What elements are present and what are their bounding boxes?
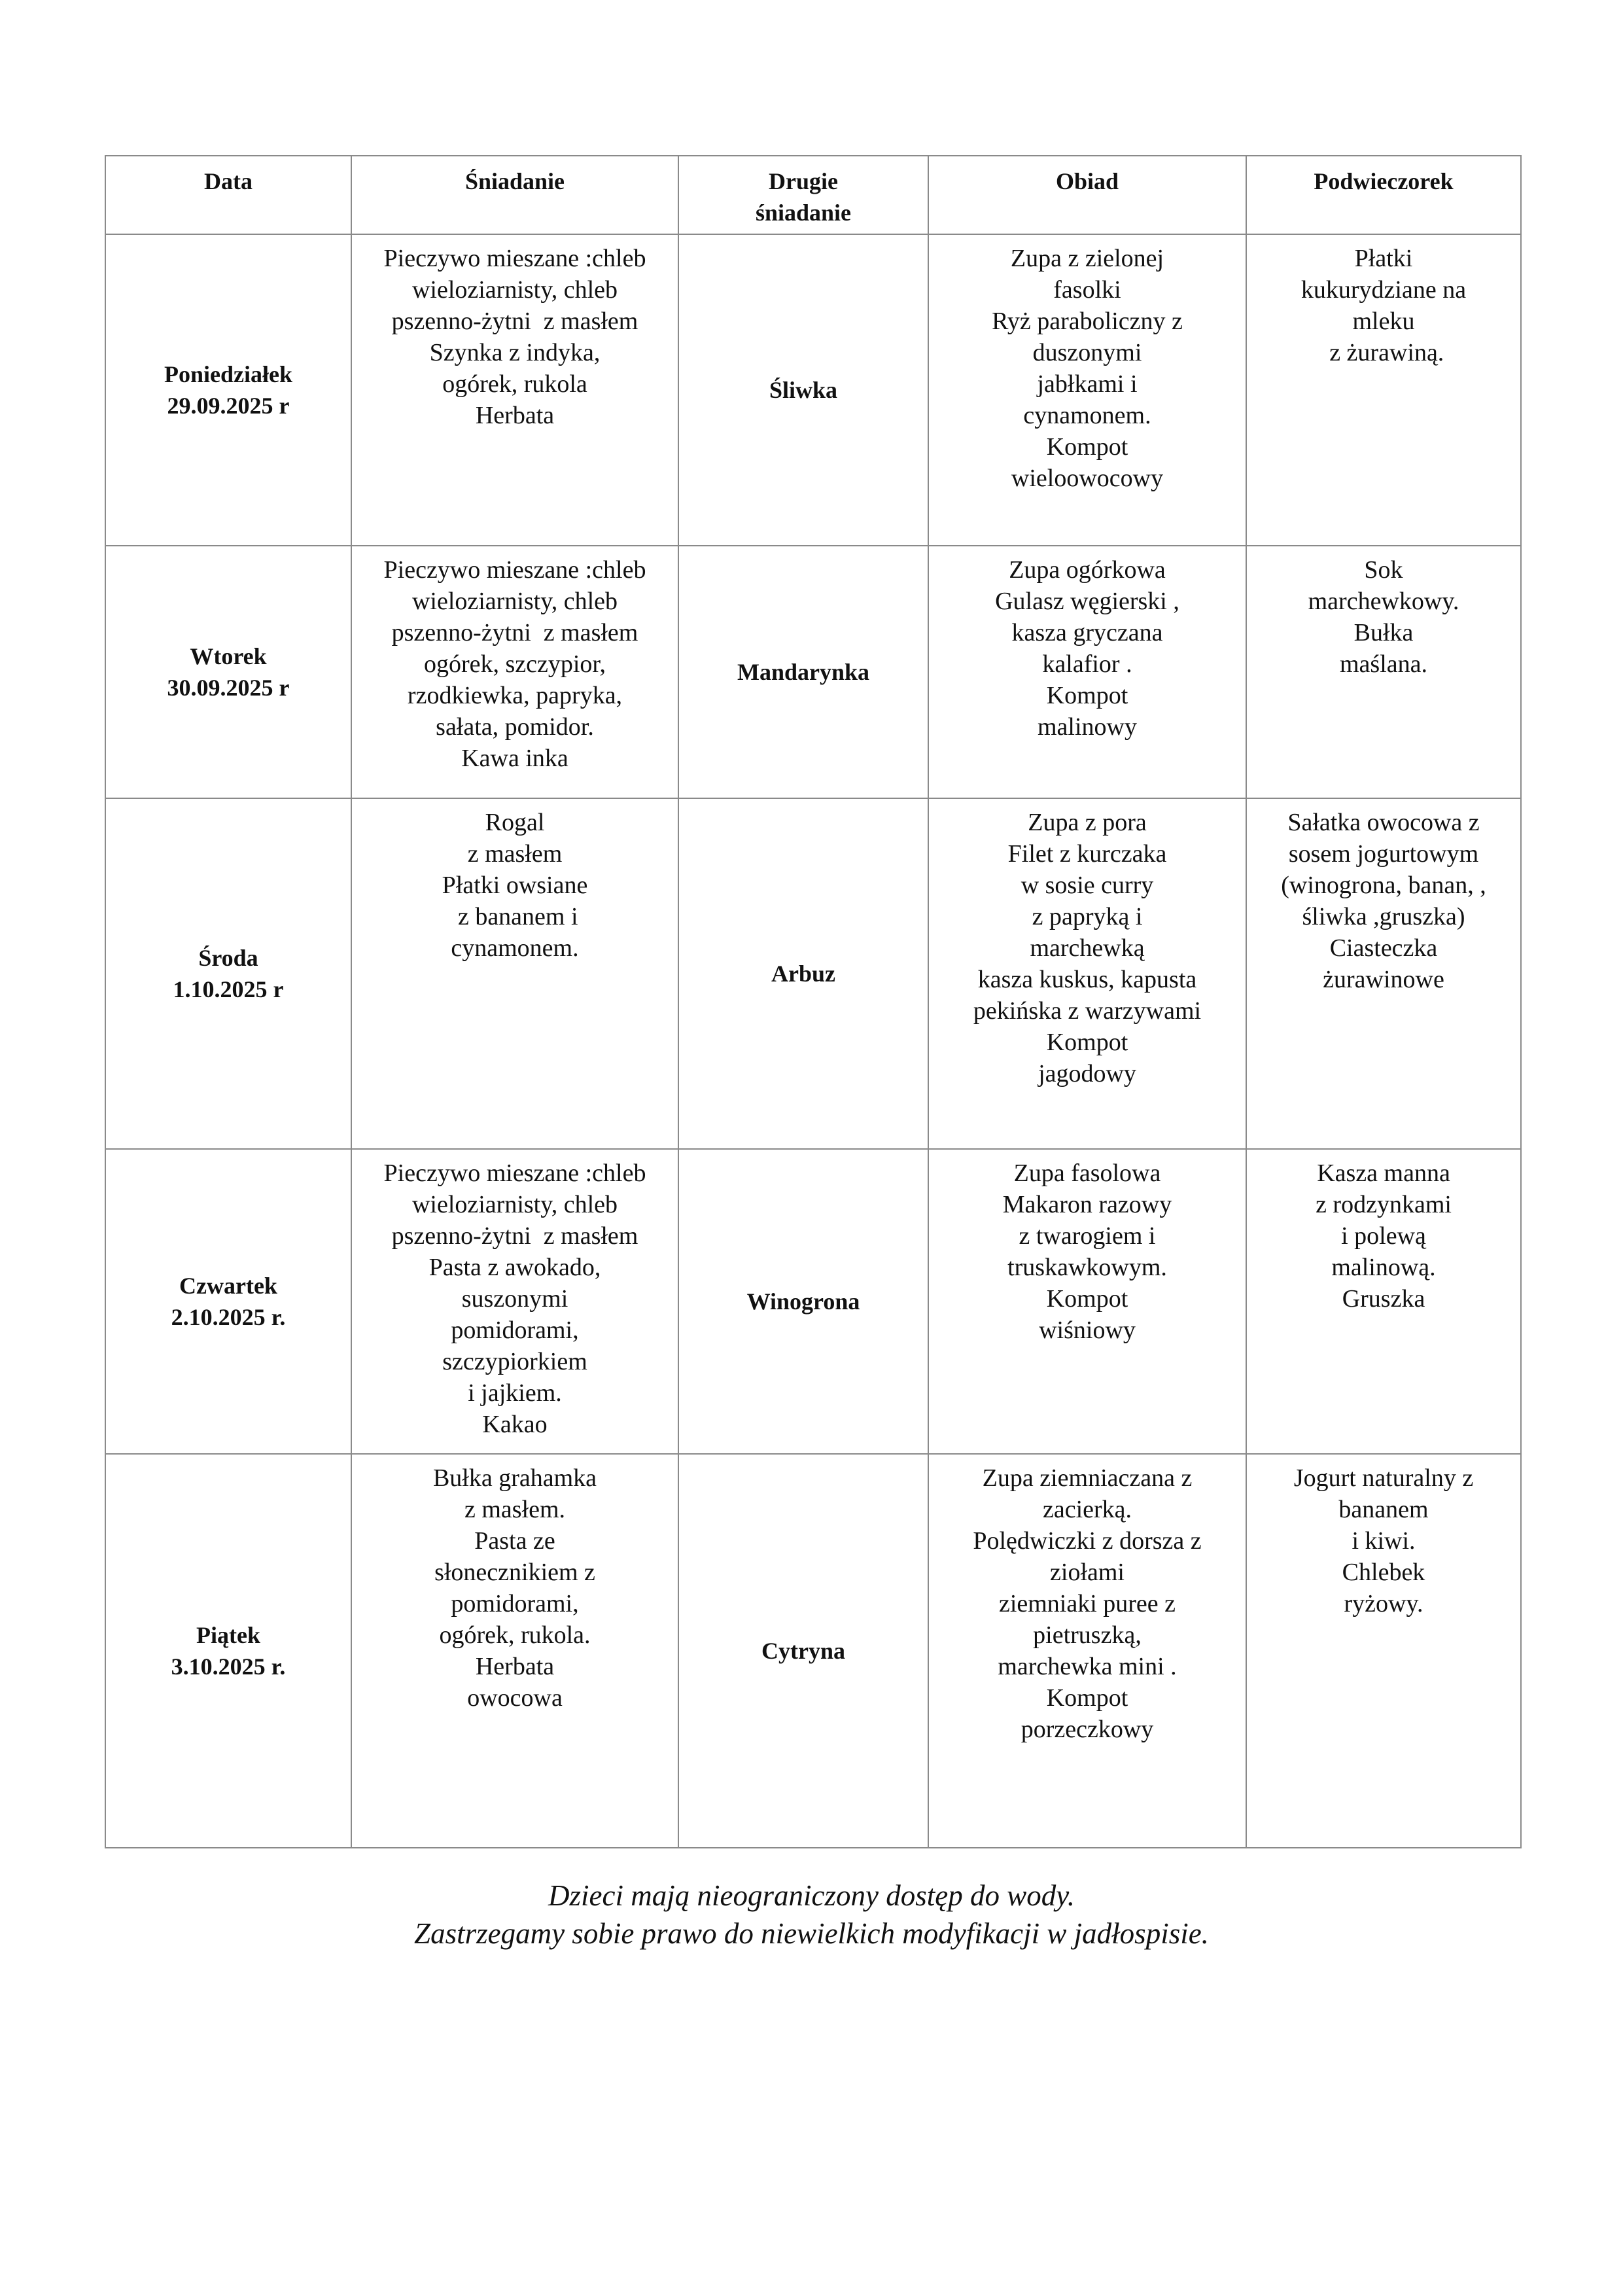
lunch-line: cynamonem.	[1023, 402, 1151, 429]
lunch-line: kasza gryczana	[1011, 619, 1163, 646]
snack-line: żurawinowe	[1323, 966, 1444, 993]
menu-day-row	[105, 546, 1521, 798]
lunch-line: truskawkowym.	[1007, 1254, 1167, 1281]
day-cell	[105, 798, 351, 1149]
snack-cell	[1246, 546, 1521, 798]
header-lunch-label: Obiad	[1055, 168, 1119, 194]
header-second-breakfast-line: śniadanie	[755, 200, 852, 226]
snack-cell	[1246, 234, 1521, 546]
menu-day-row	[105, 234, 1521, 546]
snack-cell	[1246, 798, 1521, 1149]
header-snack	[1246, 156, 1521, 234]
lunch-line: pekińska z warzywami	[973, 997, 1202, 1025]
second-breakfast-cell	[678, 1454, 928, 1848]
snack-line: Płatki	[1354, 245, 1413, 272]
lunch-line: Kompot	[1046, 1029, 1128, 1056]
second-breakfast-cell	[678, 546, 928, 798]
snack-line: Ciasteczka	[1329, 934, 1438, 962]
lunch-line: marchewką	[1030, 934, 1145, 962]
menu-day-row	[105, 798, 1521, 1149]
lunch-line: Zupa z pora	[1028, 809, 1147, 836]
menu-day-row	[105, 1454, 1521, 1848]
snack-line: Kasza manna	[1317, 1159, 1450, 1187]
second-breakfast-item: Winogrona	[746, 1288, 860, 1315]
header-second-breakfast-line: Drugie	[769, 168, 838, 194]
breakfast-line: ogórek, rukola.	[439, 1621, 591, 1649]
lunch-cell	[928, 1454, 1246, 1848]
lunch-line: fasolki	[1053, 276, 1121, 304]
second-breakfast-item: Mandarynka	[737, 659, 870, 685]
breakfast-line: pszenno-żytni z masłem	[391, 619, 638, 646]
day-cell	[105, 234, 351, 546]
breakfast-line: Kakao	[482, 1411, 548, 1438]
second-breakfast-item: Cytryna	[761, 1638, 845, 1664]
header-snack-label: Podwieczorek	[1314, 168, 1454, 194]
breakfast-cell	[351, 798, 678, 1149]
breakfast-line: pomidorami,	[451, 1316, 579, 1344]
day-cell	[105, 1149, 351, 1454]
breakfast-line: Pieczywo mieszane :chleb	[383, 245, 646, 272]
breakfast-line: Pasta ze	[474, 1527, 555, 1555]
breakfast-line: Herbata	[475, 1653, 555, 1680]
second-breakfast-item: Arbuz	[771, 961, 835, 987]
lunch-line: Kompot	[1046, 682, 1128, 709]
lunch-line: kasza kuskus, kapusta	[977, 966, 1197, 993]
lunch-line: Kompot	[1046, 1285, 1128, 1313]
breakfast-line: Bułka grahamka	[432, 1464, 597, 1492]
day-name: Wtorek	[190, 643, 267, 669]
footer-water-note: Dzieci mają nieograniczony dostęp do wody.	[548, 1879, 1075, 1912]
day-date: 30.09.2025 r	[167, 675, 290, 701]
snack-line: Chlebek	[1342, 1559, 1425, 1586]
breakfast-line: sałata, pomidor.	[436, 713, 594, 741]
breakfast-line: wieloziarnisty, chleb	[411, 276, 618, 304]
lunch-line: Zupa fasolowa	[1013, 1159, 1161, 1187]
lunch-line: malinowy	[1038, 713, 1137, 741]
lunch-line: duszonymi	[1032, 339, 1142, 366]
breakfast-line: Pieczywo mieszane :chleb	[383, 556, 646, 584]
header-row	[105, 156, 1521, 234]
breakfast-line: wieloziarnisty, chleb	[411, 588, 618, 615]
snack-line: Jogurt naturalny z	[1293, 1464, 1474, 1492]
snack-line: kukurydziane na	[1300, 276, 1467, 304]
lunch-cell	[928, 798, 1246, 1149]
lunch-line: Zupa ziemniaczana z	[982, 1464, 1193, 1492]
lunch-line: Zupa ogórkowa	[1009, 556, 1166, 584]
day-date: 2.10.2025 r.	[171, 1304, 286, 1330]
snack-cell	[1246, 1454, 1521, 1848]
menu-body	[105, 234, 1521, 1848]
snack-cell	[1246, 1149, 1521, 1454]
snack-line: i polewą	[1341, 1222, 1426, 1250]
breakfast-cell	[351, 546, 678, 798]
lunch-line: zacierką.	[1042, 1496, 1132, 1523]
lunch-line: Polędwiczki z dorsza z	[973, 1527, 1202, 1555]
lunch-line: z papryką i	[1032, 903, 1143, 930]
header-data	[105, 156, 351, 234]
breakfast-line: z masłem	[467, 840, 563, 868]
lunch-line: Ryż paraboliczny z	[992, 308, 1183, 335]
lunch-cell	[928, 234, 1246, 546]
second-breakfast-cell	[678, 1149, 928, 1454]
lunch-line: Kompot	[1046, 433, 1128, 461]
day-date: 29.09.2025 r	[167, 393, 290, 419]
second-breakfast-cell	[678, 234, 928, 546]
lunch-line: jagodowy	[1038, 1060, 1136, 1087]
breakfast-line: ogórek, szczypior,	[423, 650, 606, 678]
day-cell	[105, 1454, 351, 1848]
lunch-line: kalafior .	[1042, 650, 1132, 678]
header-data-label: Data	[204, 168, 253, 194]
menu-day-row	[105, 1149, 1521, 1454]
breakfast-line: suszonymi	[461, 1285, 568, 1313]
lunch-line: ziołami	[1050, 1559, 1125, 1586]
breakfast-line: Szynka z indyka,	[429, 339, 601, 366]
breakfast-cell	[351, 234, 678, 546]
snack-line: Gruszka	[1342, 1285, 1425, 1313]
snack-line: maślana.	[1339, 650, 1427, 678]
day-date: 3.10.2025 r.	[171, 1653, 286, 1680]
breakfast-line: ogórek, rukola	[442, 370, 587, 398]
snack-line: bananem	[1338, 1496, 1429, 1523]
snack-line: ryżowy.	[1344, 1590, 1423, 1617]
lunch-line: porzeczkowy	[1021, 1716, 1154, 1743]
breakfast-line: Płatki owsiane	[442, 872, 588, 899]
header-breakfast-label: Śniadanie	[464, 168, 565, 194]
breakfast-line: rzodkiewka, papryka,	[407, 682, 623, 709]
breakfast-line: słonecznikiem z	[434, 1559, 595, 1586]
day-name: Środa	[198, 945, 258, 971]
footer-note	[0, 1877, 1623, 1952]
day-name: Piątek	[196, 1622, 260, 1648]
lunch-line: wieloowocowy	[1011, 465, 1164, 492]
breakfast-cell	[351, 1454, 678, 1848]
snack-line: i kiwi.	[1352, 1527, 1416, 1555]
breakfast-line: Pieczywo mieszane :chleb	[383, 1159, 646, 1187]
breakfast-line: pszenno-żytni z masłem	[391, 1222, 638, 1250]
snack-line: malinową.	[1331, 1254, 1436, 1281]
snack-line: Sok	[1364, 556, 1403, 584]
lunch-line: Filet z kurczaka	[1007, 840, 1167, 868]
breakfast-line: Pasta z awokado,	[428, 1254, 601, 1281]
lunch-line: wiśniowy	[1039, 1316, 1136, 1344]
lunch-line: w sosie curry	[1021, 872, 1154, 899]
breakfast-cell	[351, 1149, 678, 1454]
breakfast-line: owocowa	[467, 1684, 563, 1712]
second-breakfast-item: Śliwka	[769, 377, 838, 403]
day-cell	[105, 546, 351, 798]
header-breakfast	[351, 156, 678, 234]
breakfast-line: wieloziarnisty, chleb	[411, 1191, 618, 1218]
snack-line: z rodzynkami	[1316, 1191, 1452, 1218]
day-name: Czwartek	[179, 1273, 277, 1299]
breakfast-line: cynamonem.	[451, 934, 579, 962]
breakfast-line: i jajkiem.	[468, 1379, 562, 1407]
breakfast-line: pszenno-żytni z masłem	[391, 308, 638, 335]
second-breakfast-cell	[678, 798, 928, 1149]
header-lunch	[928, 156, 1246, 234]
header-second-breakfast	[678, 156, 928, 234]
lunch-line: marchewka mini .	[998, 1653, 1177, 1680]
day-date: 1.10.2025 r	[173, 976, 284, 1002]
lunch-line: Zupa z zielonej	[1010, 245, 1164, 272]
snack-line: Sałatka owocowa z	[1287, 809, 1480, 836]
day-name: Poniedziałek	[164, 361, 292, 387]
lunch-line: ziemniaki puree z	[998, 1590, 1176, 1617]
lunch-cell	[928, 1149, 1246, 1454]
footer-modification-note: Zastrzegamy sobie prawo do niewielkich modyfikacji w jadłospisie.	[414, 1917, 1209, 1950]
lunch-line: Makaron razowy	[1002, 1191, 1172, 1218]
breakfast-line: szczypiorkiem	[442, 1348, 587, 1375]
snack-line: z żurawiną.	[1323, 339, 1444, 366]
breakfast-line: z bananem i	[451, 903, 578, 930]
breakfast-line: Herbata	[475, 402, 555, 429]
menu-table	[105, 155, 1522, 1848]
lunch-line: Kompot	[1046, 1684, 1128, 1712]
snack-line: sosem jogurtowym	[1288, 840, 1479, 868]
snack-line: Bułka	[1353, 619, 1414, 646]
breakfast-line: pomidorami,	[451, 1590, 579, 1617]
breakfast-line: Kawa inka	[461, 745, 568, 772]
breakfast-line: Rogal	[485, 809, 545, 836]
breakfast-line: z masłem.	[464, 1496, 566, 1523]
snack-line: mleku	[1352, 308, 1415, 335]
lunch-line: jabłkami i	[1037, 370, 1138, 398]
snack-line: (winogrona, banan, ,	[1281, 872, 1486, 899]
snack-line: śliwka ,gruszka)	[1302, 903, 1465, 930]
lunch-line: z twarogiem i	[1019, 1222, 1156, 1250]
lunch-line: Gulasz węgierski ,	[995, 588, 1179, 615]
snack-line: marchewkowy.	[1308, 588, 1459, 615]
lunch-line: pietruszką,	[1033, 1621, 1142, 1649]
lunch-cell	[928, 546, 1246, 798]
